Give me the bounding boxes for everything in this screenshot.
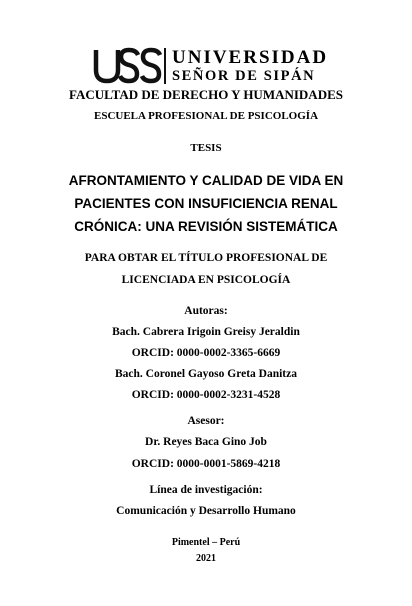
university-subname: SEÑOR DE SIPÁN xyxy=(172,68,316,84)
university-name: UNIVERSIDAD xyxy=(172,47,329,68)
place: Pimentel – Perú xyxy=(171,537,241,548)
advisor-label: Asesor: xyxy=(187,415,225,427)
school-name: ESCUELA PROFESIONAL DE PSICOLOGÍA xyxy=(93,110,319,122)
uss-monogram-icon xyxy=(92,46,166,86)
research-line-label: Línea de investigación: xyxy=(149,484,263,496)
advisor-name: Dr. Reyes Baca Gino Job xyxy=(145,436,267,448)
degree-purpose-line-2: LICENCIADA EN PSICOLOGÍA xyxy=(121,274,291,286)
thesis-title-line-3: CRÓNICA: UNA REVISIÓN SISTEMÁTICA xyxy=(74,219,338,234)
university-logo xyxy=(92,46,332,86)
document-type: TESIS xyxy=(190,142,222,154)
thesis-title-line-2: PACIENTES CON INSUFICIENCIA RENAL xyxy=(74,196,338,211)
author-1-name: Bach. Cabrera Irigoin Greisy Jeraldin xyxy=(112,326,300,338)
authors-label: Autoras: xyxy=(184,305,228,317)
author-1-orcid: ORCID: 0000-0002-3365-6669 xyxy=(131,347,281,359)
year: 2021 xyxy=(196,553,216,564)
faculty-name: FACULTAD DE DERECHO Y HUMANIDADES xyxy=(69,87,343,102)
thesis-title-line-1: AFRONTAMIENTO Y CALIDAD DE VIDA EN xyxy=(68,173,344,188)
degree-purpose-line-1: PARA OBTAR EL TÍTULO PROFESIONAL DE xyxy=(84,252,328,264)
author-2-name: Bach. Coronel Gayoso Greta Danitza xyxy=(115,368,297,380)
author-2-orcid: ORCID: 0000-0002-3231-4528 xyxy=(131,389,281,401)
research-line-value: Comunicación y Desarrollo Humano xyxy=(116,505,296,517)
advisor-orcid: ORCID: 0000-0001-5869-4218 xyxy=(131,458,281,470)
